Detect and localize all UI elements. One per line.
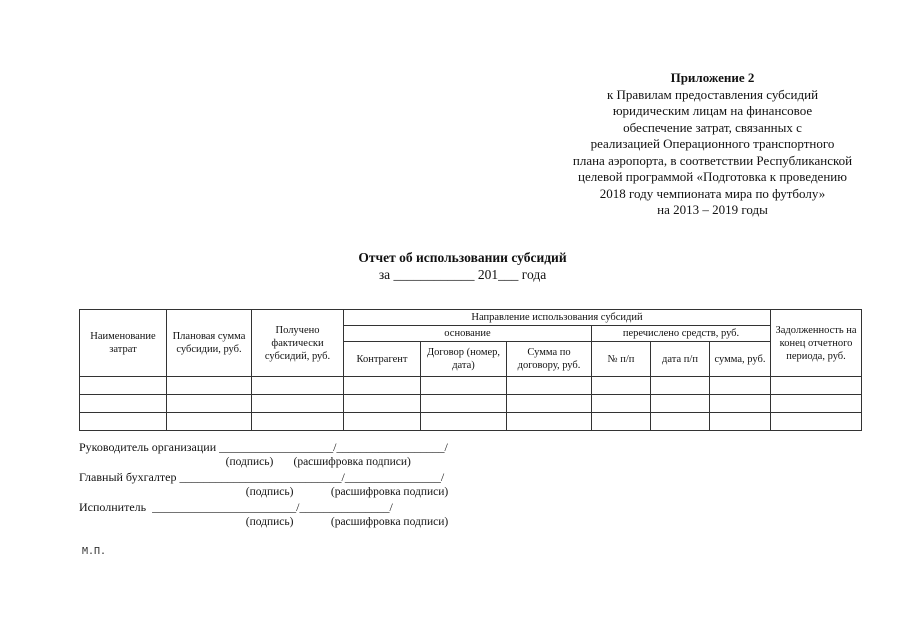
appendix-header	[540, 70, 885, 219]
stamp-mark: М.П.	[82, 546, 107, 557]
table-cell	[344, 413, 421, 431]
header-basis: основание	[344, 326, 592, 342]
table-cell	[344, 377, 421, 395]
table-cell	[771, 413, 862, 431]
appendix-line: 2018 году чемпионата мира по футболу»	[599, 185, 826, 201]
table-cell	[771, 395, 862, 413]
subsidy-report-table	[79, 309, 862, 431]
table-cell	[507, 395, 592, 413]
header-planned-sum: Плановая сумма субсидии, руб.	[167, 310, 252, 377]
table-cell	[771, 377, 862, 395]
header-payment-number: № п/п	[592, 342, 651, 377]
appendix-line: реализацией Операционного транспортного	[590, 136, 835, 151]
header-payment-sum: сумма, руб.	[710, 342, 771, 377]
accountant-signature-caption: (подпись) (расшифровка подписи)	[79, 486, 449, 498]
table-cell	[252, 413, 344, 431]
appendix-title: Приложение 2	[670, 70, 755, 85]
table-cell	[592, 395, 651, 413]
appendix-line: к Правилам предоставления субсидий	[606, 86, 819, 102]
table-row	[80, 413, 862, 431]
table-row	[80, 395, 862, 413]
table-cell	[421, 395, 507, 413]
table-cell	[421, 377, 507, 395]
table-cell	[710, 413, 771, 431]
header-transferred: перечислено средств, руб.	[592, 326, 771, 342]
table-cell	[421, 413, 507, 431]
appendix-line: целевой программой «Подготовка к проведению	[578, 169, 847, 184]
table-cell	[80, 377, 167, 395]
table-cell	[80, 413, 167, 431]
header-payment-date: дата п/п	[651, 342, 710, 377]
table-cell	[651, 395, 710, 413]
appendix-line: плана аэропорта, в соответствии Республиканской	[572, 152, 853, 168]
table-cell	[592, 377, 651, 395]
header-contract-sum: Сумма по договору, руб.	[507, 342, 592, 377]
table-cell	[252, 377, 344, 395]
table-cell	[710, 377, 771, 395]
head-signature-caption: (подпись) (расшифровка подписи)	[79, 456, 411, 468]
table-row	[80, 377, 862, 395]
signature-block	[79, 440, 579, 530]
header-debt: Задолженность на конец отчетного периода, руб.	[771, 310, 862, 377]
table-cell	[344, 395, 421, 413]
table-cell	[252, 395, 344, 413]
table-cell	[507, 413, 592, 431]
table-cell	[80, 395, 167, 413]
table-cell	[507, 377, 592, 395]
report-period: за ____________ 201___ года	[378, 267, 547, 282]
head-signature-line: Руководитель организации ___________________/__________________/	[79, 440, 448, 454]
table-cell	[710, 395, 771, 413]
header-counterparty: Контрагент	[344, 342, 421, 377]
table-cell	[592, 413, 651, 431]
header-cost-name: Наименование затрат	[80, 310, 167, 377]
table-cell	[651, 413, 710, 431]
appendix-line: обеспечение затрат, связанных с	[623, 119, 802, 135]
table-cell	[167, 395, 252, 413]
appendix-line: юридическим лицам на финансовое	[612, 103, 813, 118]
table-cell	[651, 377, 710, 395]
table-cell	[167, 413, 252, 431]
accountant-signature-line: Главный бухгалтер ___________________________/________________/	[79, 470, 445, 484]
header-contract: Договор (номер, дата)	[421, 342, 507, 377]
appendix-line: на 2013 – 2019 годы	[657, 202, 768, 217]
executor-signature-line: Исполнитель ________________________/_______________/	[79, 500, 393, 514]
table-cell	[167, 377, 252, 395]
report-title: Отчет об использовании субсидий	[358, 250, 567, 265]
executor-signature-caption: (подпись) (расшифровка подписи)	[79, 516, 449, 528]
header-direction: Направление использования субсидий	[344, 310, 771, 326]
header-received: Получено фактически субсидий, руб.	[252, 310, 344, 377]
